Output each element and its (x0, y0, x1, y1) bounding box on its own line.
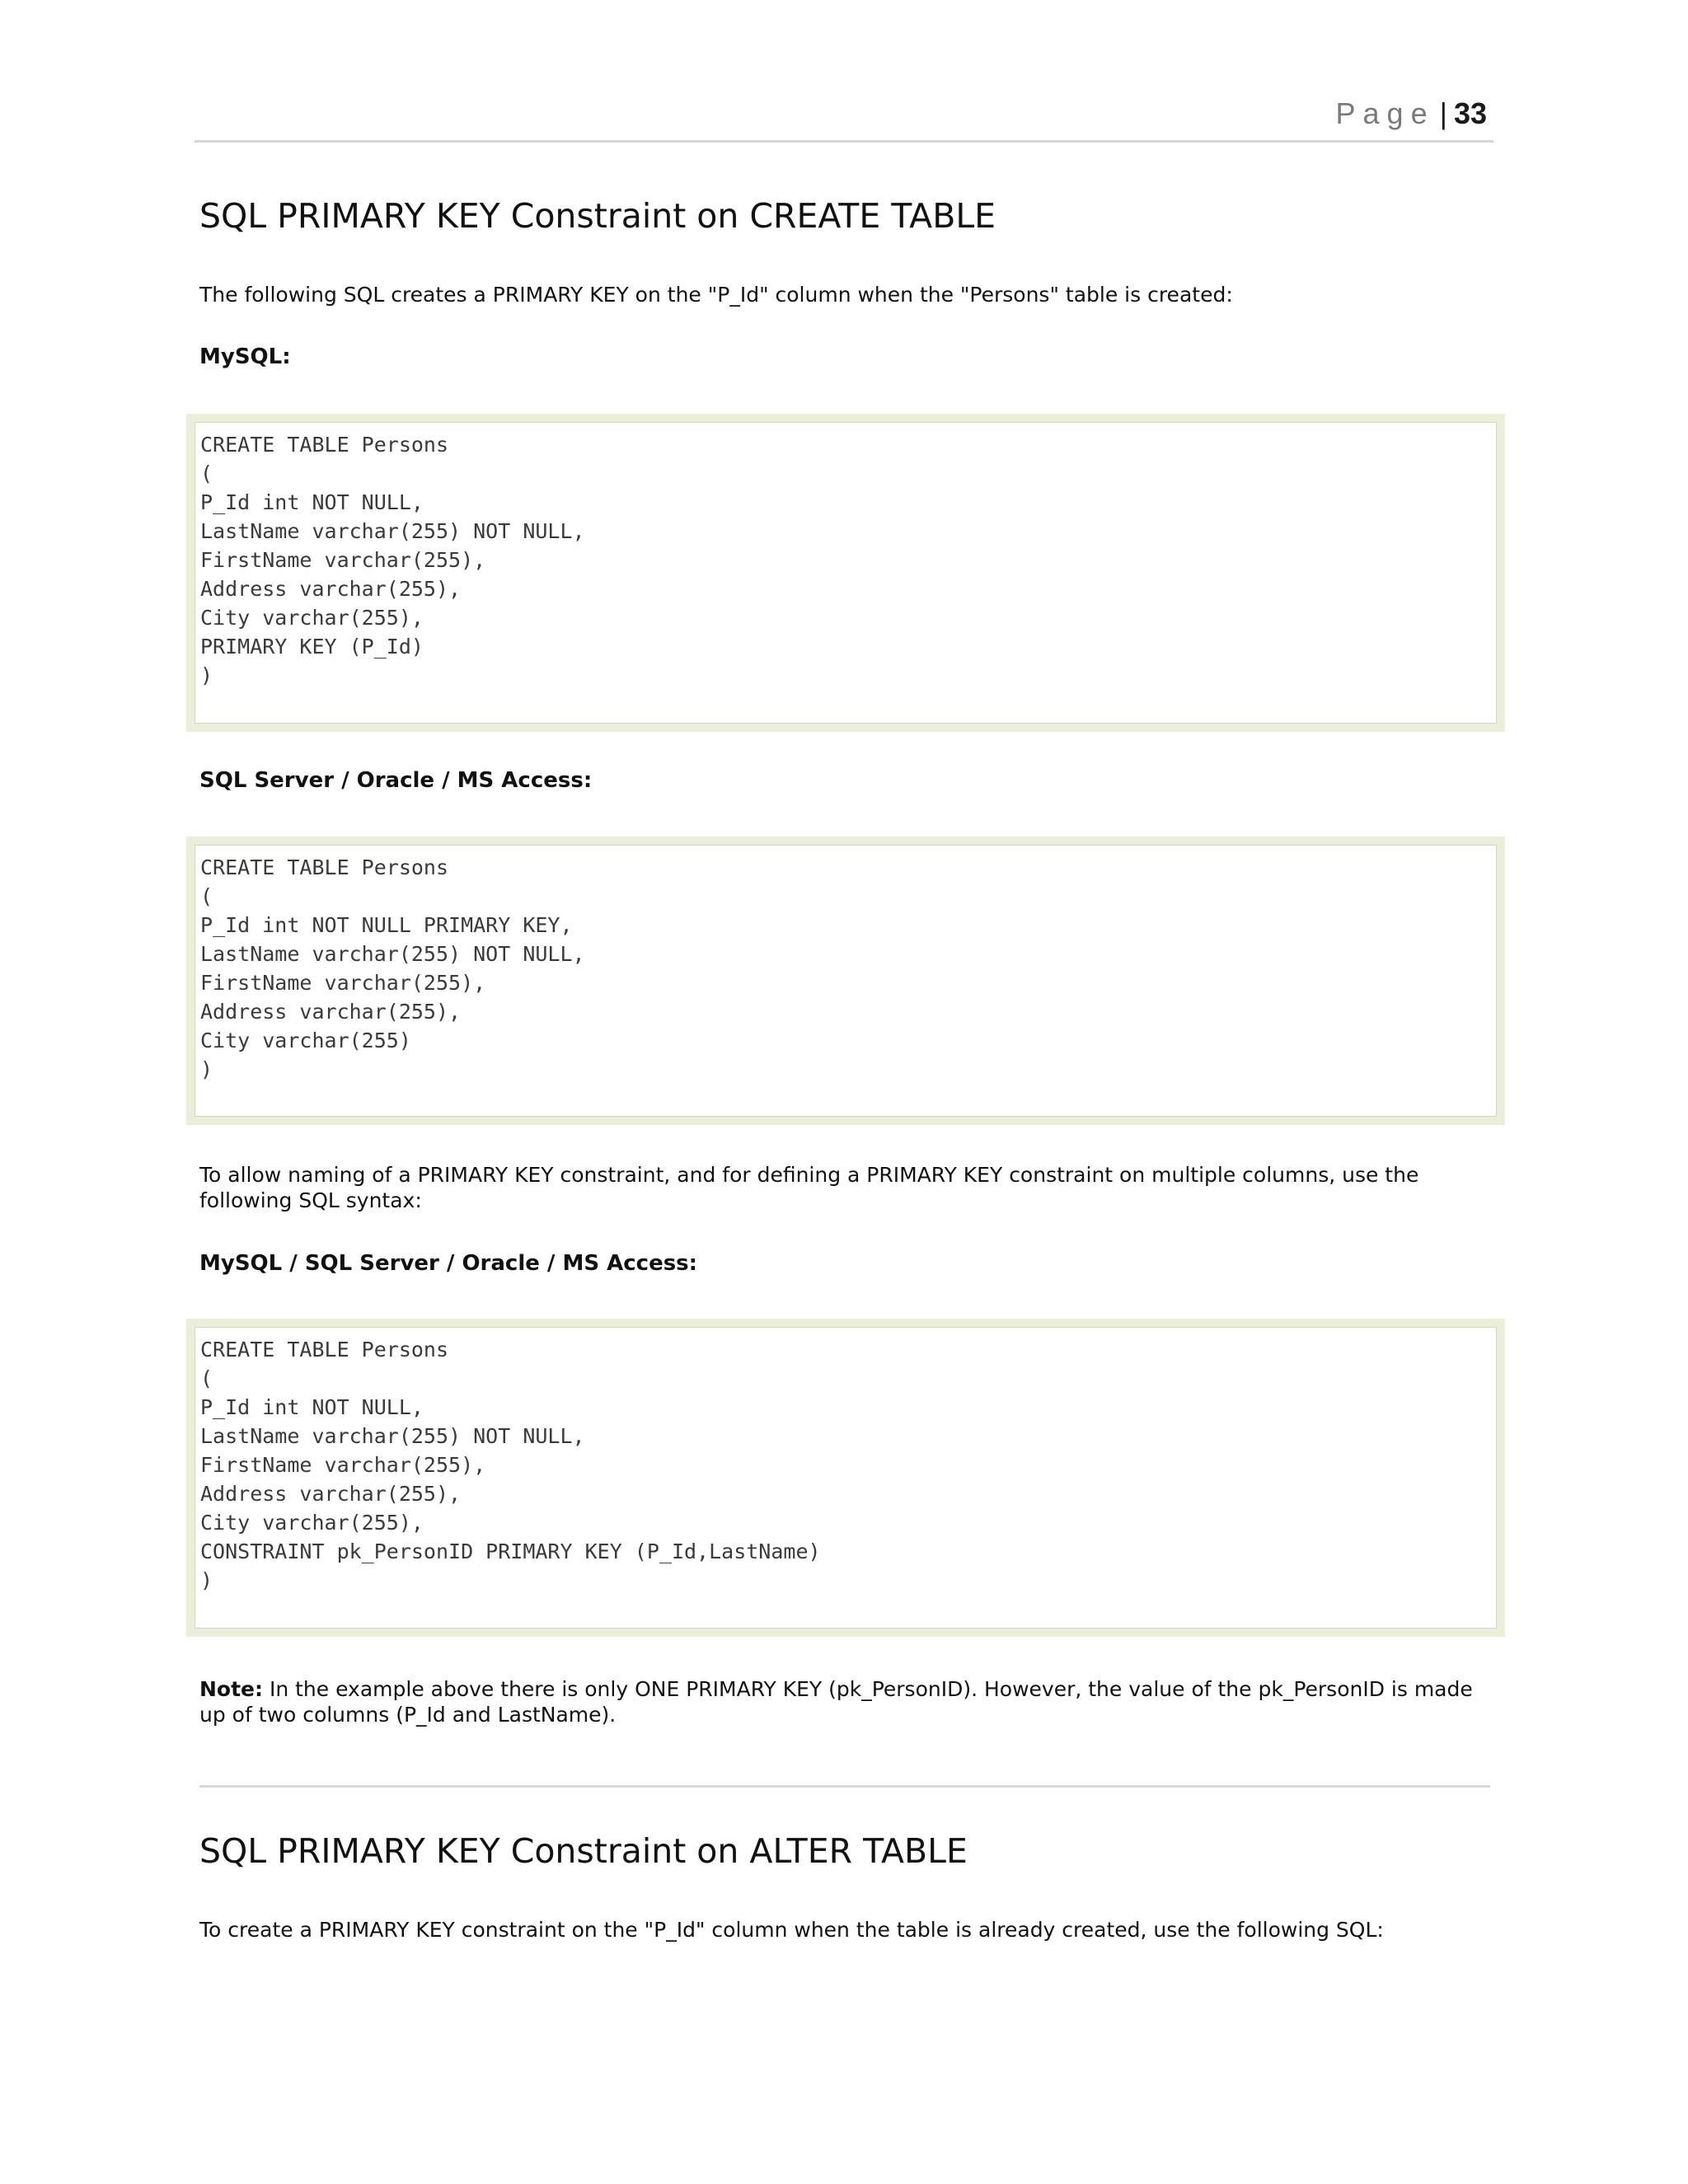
page-number-value: 33 (1453, 96, 1487, 130)
code-line: Address varchar(255), (200, 1482, 462, 1506)
code-line: Address varchar(255), (200, 1000, 462, 1024)
code-line: CREATE TABLE Persons (200, 433, 449, 457)
code-line: City varchar(255), (200, 606, 424, 630)
code-line: FirstName varchar(255), (200, 548, 486, 572)
section-heading-create-table: SQL PRIMARY KEY Constraint on CREATE TABLE (199, 196, 996, 236)
sql-server-oracle-access-label: SQL Server / Oracle / MS Access: (199, 768, 593, 793)
code-line: Address varchar(255), (200, 577, 462, 601)
code-line: ( (200, 884, 213, 908)
code-line: FirstName varchar(255), (200, 971, 486, 995)
page-number (1336, 97, 1487, 130)
code-line: ( (200, 1366, 213, 1390)
code-line: LastName varchar(255) NOT NULL, (200, 1424, 585, 1448)
code-line: ) (200, 663, 213, 687)
code-line: City varchar(255) (200, 1029, 411, 1052)
alter-table-intro: To create a PRIMARY KEY constraint on the "P_Id" column when the table is already created, use the following SQL: (199, 1918, 1384, 1942)
code-line: LastName varchar(255) NOT NULL, (200, 942, 585, 966)
code-line: PRIMARY KEY (P_Id) (200, 635, 424, 658)
code-line: LastName varchar(255) NOT NULL, (200, 519, 585, 543)
code-example-sql-server (186, 837, 1505, 1125)
code-line: P_Id int NOT NULL PRIMARY KEY, (200, 913, 573, 937)
page-header (195, 97, 1493, 143)
code-line: CREATE TABLE Persons (200, 1338, 449, 1361)
mysql-label: MySQL: (199, 344, 291, 369)
all-databases-label: MySQL / SQL Server / Oracle / MS Access: (199, 1251, 698, 1276)
code-line: ( (200, 462, 213, 485)
code-line: CREATE TABLE Persons (200, 855, 449, 879)
code-line: FirstName varchar(255), (200, 1453, 486, 1477)
code-line: P_Id int NOT NULL, (200, 1395, 424, 1419)
code-line: City varchar(255), (200, 1511, 424, 1535)
note-label: Note: (199, 1677, 264, 1701)
code-example-mysql-body (195, 422, 1497, 724)
code-line: ) (200, 1568, 213, 1592)
code-line: P_Id int NOT NULL, (200, 490, 424, 514)
create-table-intro: The following SQL creates a PRIMARY KEY on the "P_Id" column when the "Persons" table is created: (199, 283, 1233, 307)
section-heading-alter-table: SQL PRIMARY KEY Constraint on ALTER TABLE (199, 1831, 968, 1871)
section-divider (199, 1785, 1490, 1788)
code-example-named-constraint (186, 1319, 1505, 1637)
code-line: ) (200, 1057, 213, 1081)
note-text: In the example above there is only ONE PRIMARY KEY (pk_PersonID). However, the value of the pk_PersonID is made up of two columns (P_Id and LastName). (199, 1677, 1473, 1727)
page-label: Page (1335, 96, 1435, 130)
code-example-sql-server-body (195, 845, 1497, 1117)
note-paragraph (199, 1676, 1485, 1727)
code-example-named-constraint-body (195, 1327, 1497, 1629)
naming-constraint-text: To allow naming of a PRIMARY KEY constraint, and for defining a PRIMARY KEY constraint on multiple columns, use the following SQL syntax: (199, 1163, 1419, 1212)
code-example-mysql (186, 414, 1505, 732)
code-line: CONSTRAINT pk_PersonID PRIMARY KEY (P_Id,LastName) (200, 1540, 821, 1563)
page-separator: | (1439, 96, 1447, 130)
